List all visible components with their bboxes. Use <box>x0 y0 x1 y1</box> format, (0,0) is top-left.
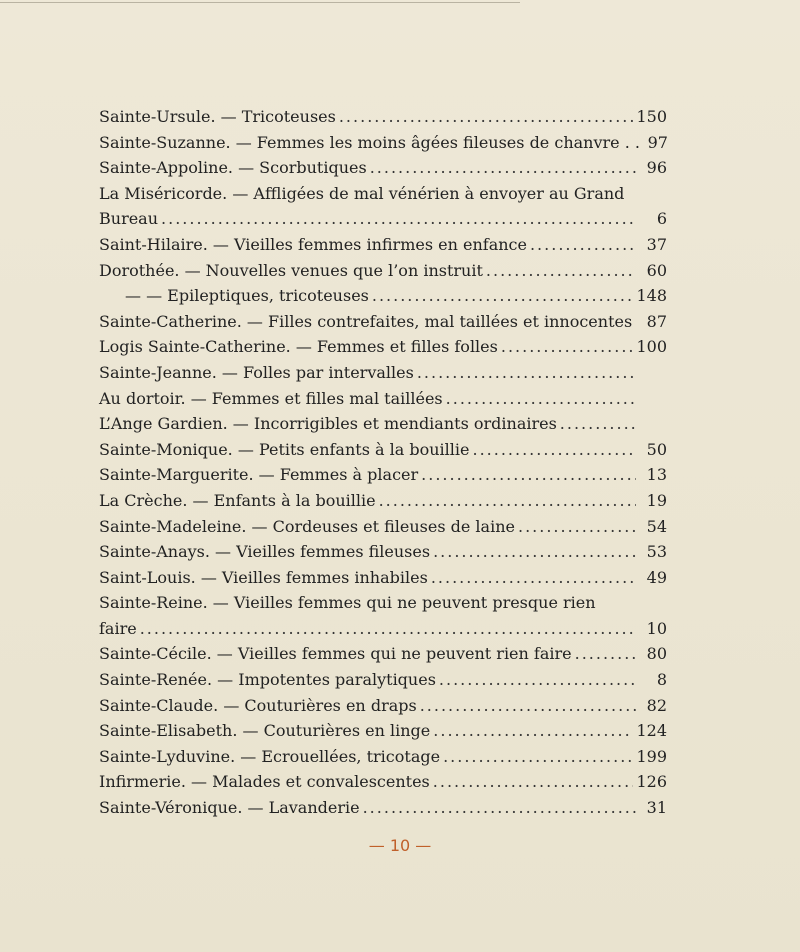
dot-leader <box>379 488 636 514</box>
ward-count: 150 <box>636 107 667 126</box>
ward-entry-text: Sainte-Cécile. — Vieilles femmes qui ne peuvent rien faire <box>99 644 572 664</box>
ward-entry-text: Sainte-Madeleine. — Cordeuses et fileuses de laine <box>99 516 515 536</box>
page-number: — 10 — <box>368 836 432 855</box>
dot-leader <box>446 386 636 412</box>
dot-leader <box>431 565 636 591</box>
ward-count: 6 <box>656 209 667 229</box>
list-item <box>99 232 667 258</box>
ward-count: 199 <box>636 746 667 766</box>
ward-entry-text: Saint-Louis. — Vieilles femmes inhabiles <box>99 567 428 587</box>
ward-list <box>99 104 667 821</box>
list-item <box>99 283 667 309</box>
ward-entry-text: Sainte-Elisabeth. — Couturières en linge <box>99 721 431 741</box>
ward-count: 8 <box>656 670 667 690</box>
list-item <box>99 462 667 488</box>
ward-count: 53 <box>646 542 667 562</box>
dot-leader <box>501 334 634 360</box>
list-item <box>99 514 667 540</box>
list-item <box>99 488 667 514</box>
list-item <box>99 334 667 360</box>
list-item <box>99 155 667 181</box>
ward-entry-text: Sainte-Claude. — Couturières en draps <box>99 695 417 715</box>
ward-count: 124 <box>636 721 667 741</box>
ward-count: 37 <box>646 234 667 254</box>
dot-leader <box>161 206 636 232</box>
list-item <box>99 795 667 821</box>
ward-entry-text: Infirmerie. — Malades et convalescentes <box>99 772 430 792</box>
list-item <box>99 206 667 232</box>
ward-entry-text: Sainte-Appoline. — Scorbutiques <box>99 158 367 178</box>
list-item <box>99 693 667 719</box>
list-item <box>99 386 667 412</box>
list-item <box>99 718 667 744</box>
dot-leader <box>575 641 636 667</box>
list-item <box>99 769 667 795</box>
list-item <box>99 590 667 616</box>
list-item <box>99 258 667 284</box>
ward-count: 31 <box>646 798 667 818</box>
ward-entry-text: Bureau <box>99 209 159 229</box>
ward-entry-text: Sainte-Monique. — Petits enfants à la bouillie <box>99 439 470 459</box>
ward-entry-text: Sainte-Renée. — Impotentes paralytiques <box>99 670 436 690</box>
dot-leader <box>370 155 636 181</box>
list-item <box>99 309 667 335</box>
ward-count: 100 <box>636 337 667 357</box>
dot-leader <box>417 360 636 386</box>
list-item <box>99 616 667 642</box>
dot-leader <box>372 283 634 309</box>
ward-count: 49 <box>646 567 667 587</box>
list-item <box>99 744 667 770</box>
dot-leader <box>363 795 636 821</box>
ward-count: 148 <box>636 286 667 306</box>
ward-entry-text: Sainte-Catherine. — Filles contrefaites, mal taillées et innocentes <box>99 311 633 331</box>
list-item <box>99 411 667 437</box>
dot-leader <box>486 258 636 284</box>
dot-leader <box>439 667 636 693</box>
ward-entry-text: Sainte-Anays. — Vieilles femmes fileuses <box>99 542 431 562</box>
list-item <box>99 181 667 207</box>
dot-leader <box>518 514 636 540</box>
list-item <box>99 130 667 156</box>
ward-count: 19 <box>646 490 667 510</box>
ward-entry-text: La Crèche. — Enfants à la bouillie <box>99 490 376 510</box>
list-item <box>99 360 667 386</box>
dot-leader <box>140 616 636 642</box>
dot-leader <box>443 744 633 770</box>
ward-entry-text: Logis Sainte-Catherine. — Femmes et filles folles <box>99 337 498 357</box>
list-item <box>99 539 667 565</box>
ward-count: 80 <box>646 644 667 664</box>
dot-leader <box>472 437 636 463</box>
ward-count: 82 <box>646 695 667 715</box>
list-item <box>99 667 667 693</box>
dot-leader <box>421 462 636 488</box>
dot-leader <box>420 693 636 719</box>
ward-entry-text: Saint-Hilaire. — Vieilles femmes infirmes en enfance <box>99 234 527 254</box>
page-edge-line <box>0 2 520 3</box>
dot-leader <box>433 539 636 565</box>
ward-entry-text: Sainte-Ursule. — Tricoteuses <box>99 107 336 126</box>
ward-entry-text: L’Ange Gardien. — Incorrigibles et mendiants ordinaires <box>99 414 557 434</box>
ward-entry-text: Sainte-Jeanne. — Folles par intervalles <box>99 362 414 382</box>
ward-entry-text: Sainte-Reine. — Vieilles femmes qui ne peuvent presque rien <box>99 593 596 613</box>
ward-count: 54 <box>646 516 667 536</box>
ward-count: 126 <box>636 772 667 792</box>
list-item <box>99 565 667 591</box>
dot-leader <box>433 769 634 795</box>
ward-entry-text: La Miséricorde. — Affligées de mal vénérien à envoyer au Grand <box>99 183 625 203</box>
ward-count: 10 <box>646 618 667 638</box>
ward-count: 13 <box>646 465 667 485</box>
dot-leader <box>339 104 634 130</box>
ward-count: 50 <box>646 439 667 459</box>
dot-leader <box>560 411 636 437</box>
ward-entry-text: — — Epileptiques, tricoteuses <box>125 286 369 306</box>
dot-leader <box>433 718 633 744</box>
list-item <box>99 641 667 667</box>
ward-count: 60 <box>646 260 667 280</box>
ward-count: 97 <box>647 132 668 152</box>
list-item <box>99 437 667 463</box>
ward-entry-text: Sainte-Marguerite. — Femmes à placer <box>99 465 419 485</box>
ward-entry-text: Dorothée. — Nouvelles venues que l’on instruit <box>99 260 483 280</box>
ward-entry-text: Au dortoir. — Femmes et filles mal taillées <box>99 388 443 408</box>
list-item <box>99 104 667 130</box>
ward-entry-text: Sainte-Véronique. — Lavanderie <box>99 798 360 818</box>
ward-count: 87 <box>646 311 667 331</box>
ward-entry-text: faire <box>99 618 137 638</box>
ward-count: 96 <box>646 158 667 178</box>
ward-entry-text: Sainte-Lyduvine. — Ecrouellées, tricotage <box>99 746 441 766</box>
ward-entry-text: Sainte-Suzanne. — Femmes les moins âgées fileuses de chanvre . . <box>99 132 640 152</box>
dot-leader <box>530 232 636 258</box>
